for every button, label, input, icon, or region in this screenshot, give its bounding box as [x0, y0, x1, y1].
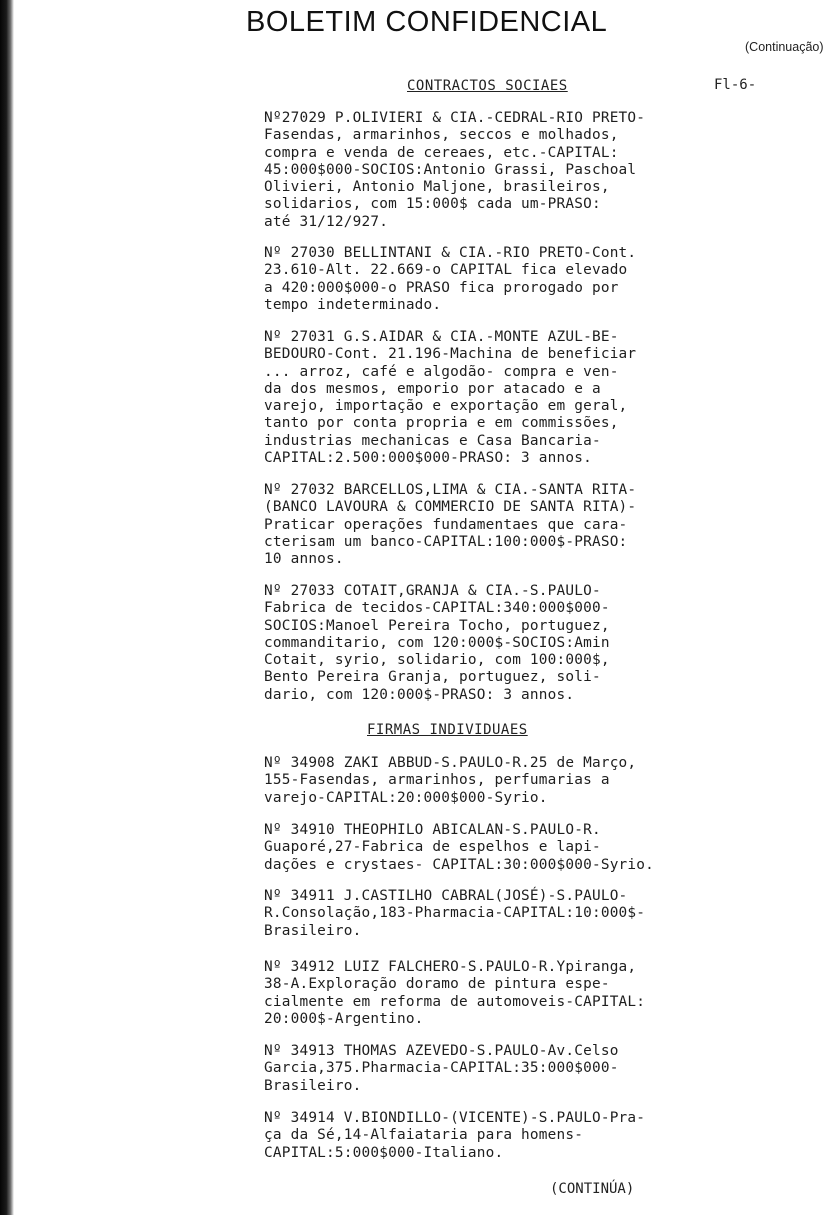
entry-line: 23.610-Alt. 22.669-o CAPITAL fica elevado	[264, 262, 628, 279]
firm-entry	[264, 888, 724, 940]
entry-line: até 31/12/927.	[264, 213, 389, 230]
contract-entry	[264, 482, 724, 568]
entry-line: Olivieri, Antonio Maljone, brasileiros,	[264, 179, 610, 196]
entry-line: Brasileiro.	[264, 922, 362, 939]
entry-line: Bento Pereira Granja, portuguez, soli-	[264, 669, 601, 686]
entry-line: BEDOURO-Cont. 21.196-Machina de beneficiar	[264, 346, 637, 363]
firm-entry	[264, 959, 724, 1028]
continues-label: (CONTINÚA)	[550, 1181, 635, 1197]
entry-line: Nº 34914 V.BIONDILLO-(VICENTE)-S.PAULO-Pra-	[264, 1110, 646, 1126]
entry-line: CAPITAL:2.500:000$000-PRASO: 3 annos.	[264, 450, 592, 467]
entry-line: Fabrica de tecidos-CAPITAL:340:000$000-	[264, 600, 610, 617]
entry-line: a 420:000$000-o PRASO fica prorogado por	[264, 279, 619, 296]
entry-line: Nº 27033 COTAIT,GRANJA & CIA.-S.PAULO-	[264, 583, 601, 599]
section-title-contracts: CONTRACTOS SOCIAES	[407, 78, 568, 94]
entry-line: 155-Fasendas, armarinhos, perfumarias a	[264, 772, 610, 789]
entry-line: 45:000$000-SOCIOS:Antonio Grassi, Paschoal	[264, 161, 637, 178]
entry-line: 38-A.Exploração doramo de pintura espe-	[264, 976, 610, 993]
entry-line: CAPITAL:5:000$000-Italiano.	[264, 1144, 504, 1161]
entry-line: Cotait, syrio, solidario, com 100:000$,	[264, 652, 610, 669]
entry-line: industrias mechanicas e Casa Bancaria-	[264, 432, 601, 449]
entry-line: SOCIOS:Manoel Pereira Tocho, portuguez,	[264, 617, 610, 634]
section-title-firms: FIRMAS INDIVIDUAES	[367, 722, 528, 738]
page-number: Fl-6-	[714, 77, 757, 93]
entry-line: Garcia,375.Pharmacia-CAPITAL:35:000$000-	[264, 1060, 619, 1077]
entry-line: Nº 34910 THEOPHILO ABICALAN-S.PAULO-R.	[264, 822, 601, 838]
entry-line: varejo-CAPITAL:20:000$000-Syrio.	[264, 789, 548, 806]
entry-line: tanto por conta propria e em commissões,	[264, 415, 619, 432]
continuation-label: (Continuação)	[745, 40, 824, 54]
entry-line: Nº 27031 G.S.AIDAR & CIA.-MONTE AZUL-BE-	[264, 329, 619, 345]
firm-entry	[264, 822, 724, 874]
contract-entry	[264, 329, 724, 467]
firm-entry	[264, 1043, 724, 1095]
entry-line: R.Consolação,183-Pharmacia-CAPITAL:10:000$-	[264, 905, 646, 922]
entry-line: dario, com 120:000$-PRASO: 3 annos.	[264, 686, 575, 703]
bulletin-title: BOLETIM CONFIDENCIAL	[246, 6, 608, 38]
entry-line: Nº 34912 LUIZ FALCHERO-S.PAULO-R.Ypiranga,	[264, 959, 637, 975]
entry-line: ... arroz, café e algodão- compra e ven-	[264, 363, 619, 380]
entry-line: ça da Sé,14-Alfaiataria para homens-	[264, 1127, 584, 1144]
entry-line: Nº 34911 J.CASTILHO CABRAL(JOSÉ)-S.PAULO-	[264, 888, 628, 904]
entry-line: 20:000$-Argentino.	[264, 1010, 424, 1027]
contract-entry	[264, 583, 724, 704]
entry-line: Nº 27032 BARCELLOS,LIMA & CIA.-SANTA RITA-	[264, 482, 637, 498]
entry-line: Praticar operações fundamentaes que cara-	[264, 516, 628, 533]
entry-line: compra e venda de cereaes, etc.-CAPITAL:	[264, 144, 619, 161]
entry-line: 10 annos.	[264, 551, 344, 568]
entry-line: Nº 27030 BELLINTANI & CIA.-RIO PRETO-Cont.	[264, 245, 637, 261]
entry-line: solidarios, com 15:000$ cada um-PRASO:	[264, 196, 601, 213]
entry-line: Nº 34913 THOMAS AZEVEDO-S.PAULO-Av.Celso	[264, 1043, 619, 1059]
entry-line: cterisam um banco-CAPITAL:100:000$-PRASO:	[264, 533, 628, 550]
entry-line: Fasendas, armarinhos, seccos e molhados,	[264, 127, 619, 144]
entry-line: Nº 34908 ZAKI ABBUD-S.PAULO-R.25 de Março,	[264, 755, 637, 771]
contract-entry	[264, 110, 724, 231]
entry-line: Brasileiro.	[264, 1077, 362, 1094]
entry-line: Guaporé,27-Fabrica de espelhos e lapi-	[264, 839, 601, 856]
entry-line: commanditario, com 120:000$-SOCIOS:Amin	[264, 634, 610, 651]
contract-entry	[264, 245, 724, 314]
entry-line: da dos mesmos, emporio por atacado e a	[264, 380, 601, 397]
scan-edge-shadow	[0, 0, 14, 1215]
entry-line: varejo, importação e exportação em geral,	[264, 398, 628, 415]
entry-line: cialmente em reforma de automoveis-CAPITAL:	[264, 993, 646, 1010]
entry-line: dações e crystaes- CAPITAL:30:000$000-Syrio.	[264, 856, 655, 873]
firm-entry	[264, 755, 724, 807]
entry-line: tempo indeterminado.	[264, 296, 442, 313]
firm-entry	[264, 1110, 724, 1162]
entry-line: (BANCO LAVOURA & COMMERCIO DE SANTA RITA)-	[264, 499, 637, 516]
entry-line: Nº27029 P.OLIVIERI & CIA.-CEDRAL-RIO PRETO-	[264, 110, 646, 126]
